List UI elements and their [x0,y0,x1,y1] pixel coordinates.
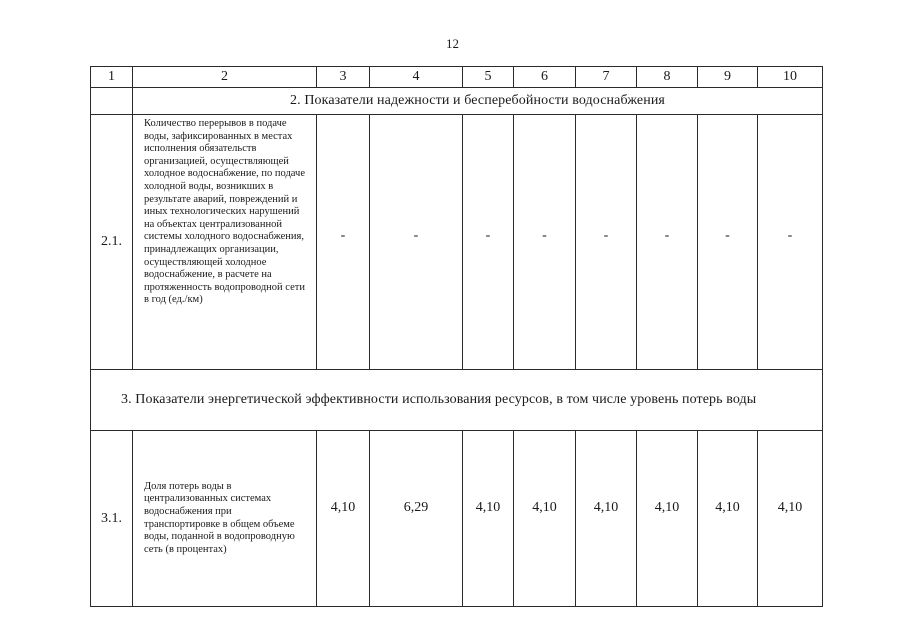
indicators-table [90,66,823,607]
page-number: 12 [446,36,459,51]
column-header: 3 [317,67,370,88]
row-value: 4,10 [637,431,698,607]
row-value: - [463,115,514,370]
column-header: 7 [576,67,637,88]
section-row [91,88,823,115]
row-value: - [637,115,698,370]
row-number: 3.1. [91,431,133,607]
row-number: 2.1. [91,115,133,370]
row-value: - [370,115,463,370]
column-header: 10 [758,67,823,88]
section-row [91,370,823,431]
row-description: Количество перерывов в подаче воды, зафиксированных в местах исполнения обязательств организацией, осуществляющей холодное водоснабжение, по подаче холодной воды, возникших в результате аварий, повреждений и иных технологических нарушений на объектах централизованной системы холодного водоснабжения, принадлежащих организации, осуществляющей холодное водоснабжение, в расчете на протяженность водопроводной сети в год (ед./км) [133,115,317,370]
row-value: - [317,115,370,370]
table-row [91,115,823,370]
row-value: - [698,115,758,370]
table-row [91,431,823,607]
column-header: 8 [637,67,698,88]
row-value: - [758,115,823,370]
row-value: 4,10 [463,431,514,607]
row-value: 4,10 [698,431,758,607]
column-header: 4 [370,67,463,88]
row-value: 4,10 [317,431,370,607]
column-header: 5 [463,67,514,88]
column-header-row [91,67,823,88]
column-header: 9 [698,67,758,88]
column-header: 2 [133,67,317,88]
section-title: 2. Показатели надежности и бесперебойности водоснабжения [133,88,823,115]
section-title: 3. Показатели энергетической эффективности использования ресурсов, в том числе уровень потерь воды [91,370,823,431]
row-value: 4,10 [758,431,823,607]
row-value: 4,10 [576,431,637,607]
row-value: - [514,115,576,370]
row-value: 4,10 [514,431,576,607]
row-description: Доля потерь воды в централизованных системах водоснабжения при транспортировке в общем объеме воды, поданной в водопроводную сеть (в процентах) [133,431,317,607]
row-value: - [576,115,637,370]
row-value: 6,29 [370,431,463,607]
column-header: 6 [514,67,576,88]
column-header: 1 [91,67,133,88]
